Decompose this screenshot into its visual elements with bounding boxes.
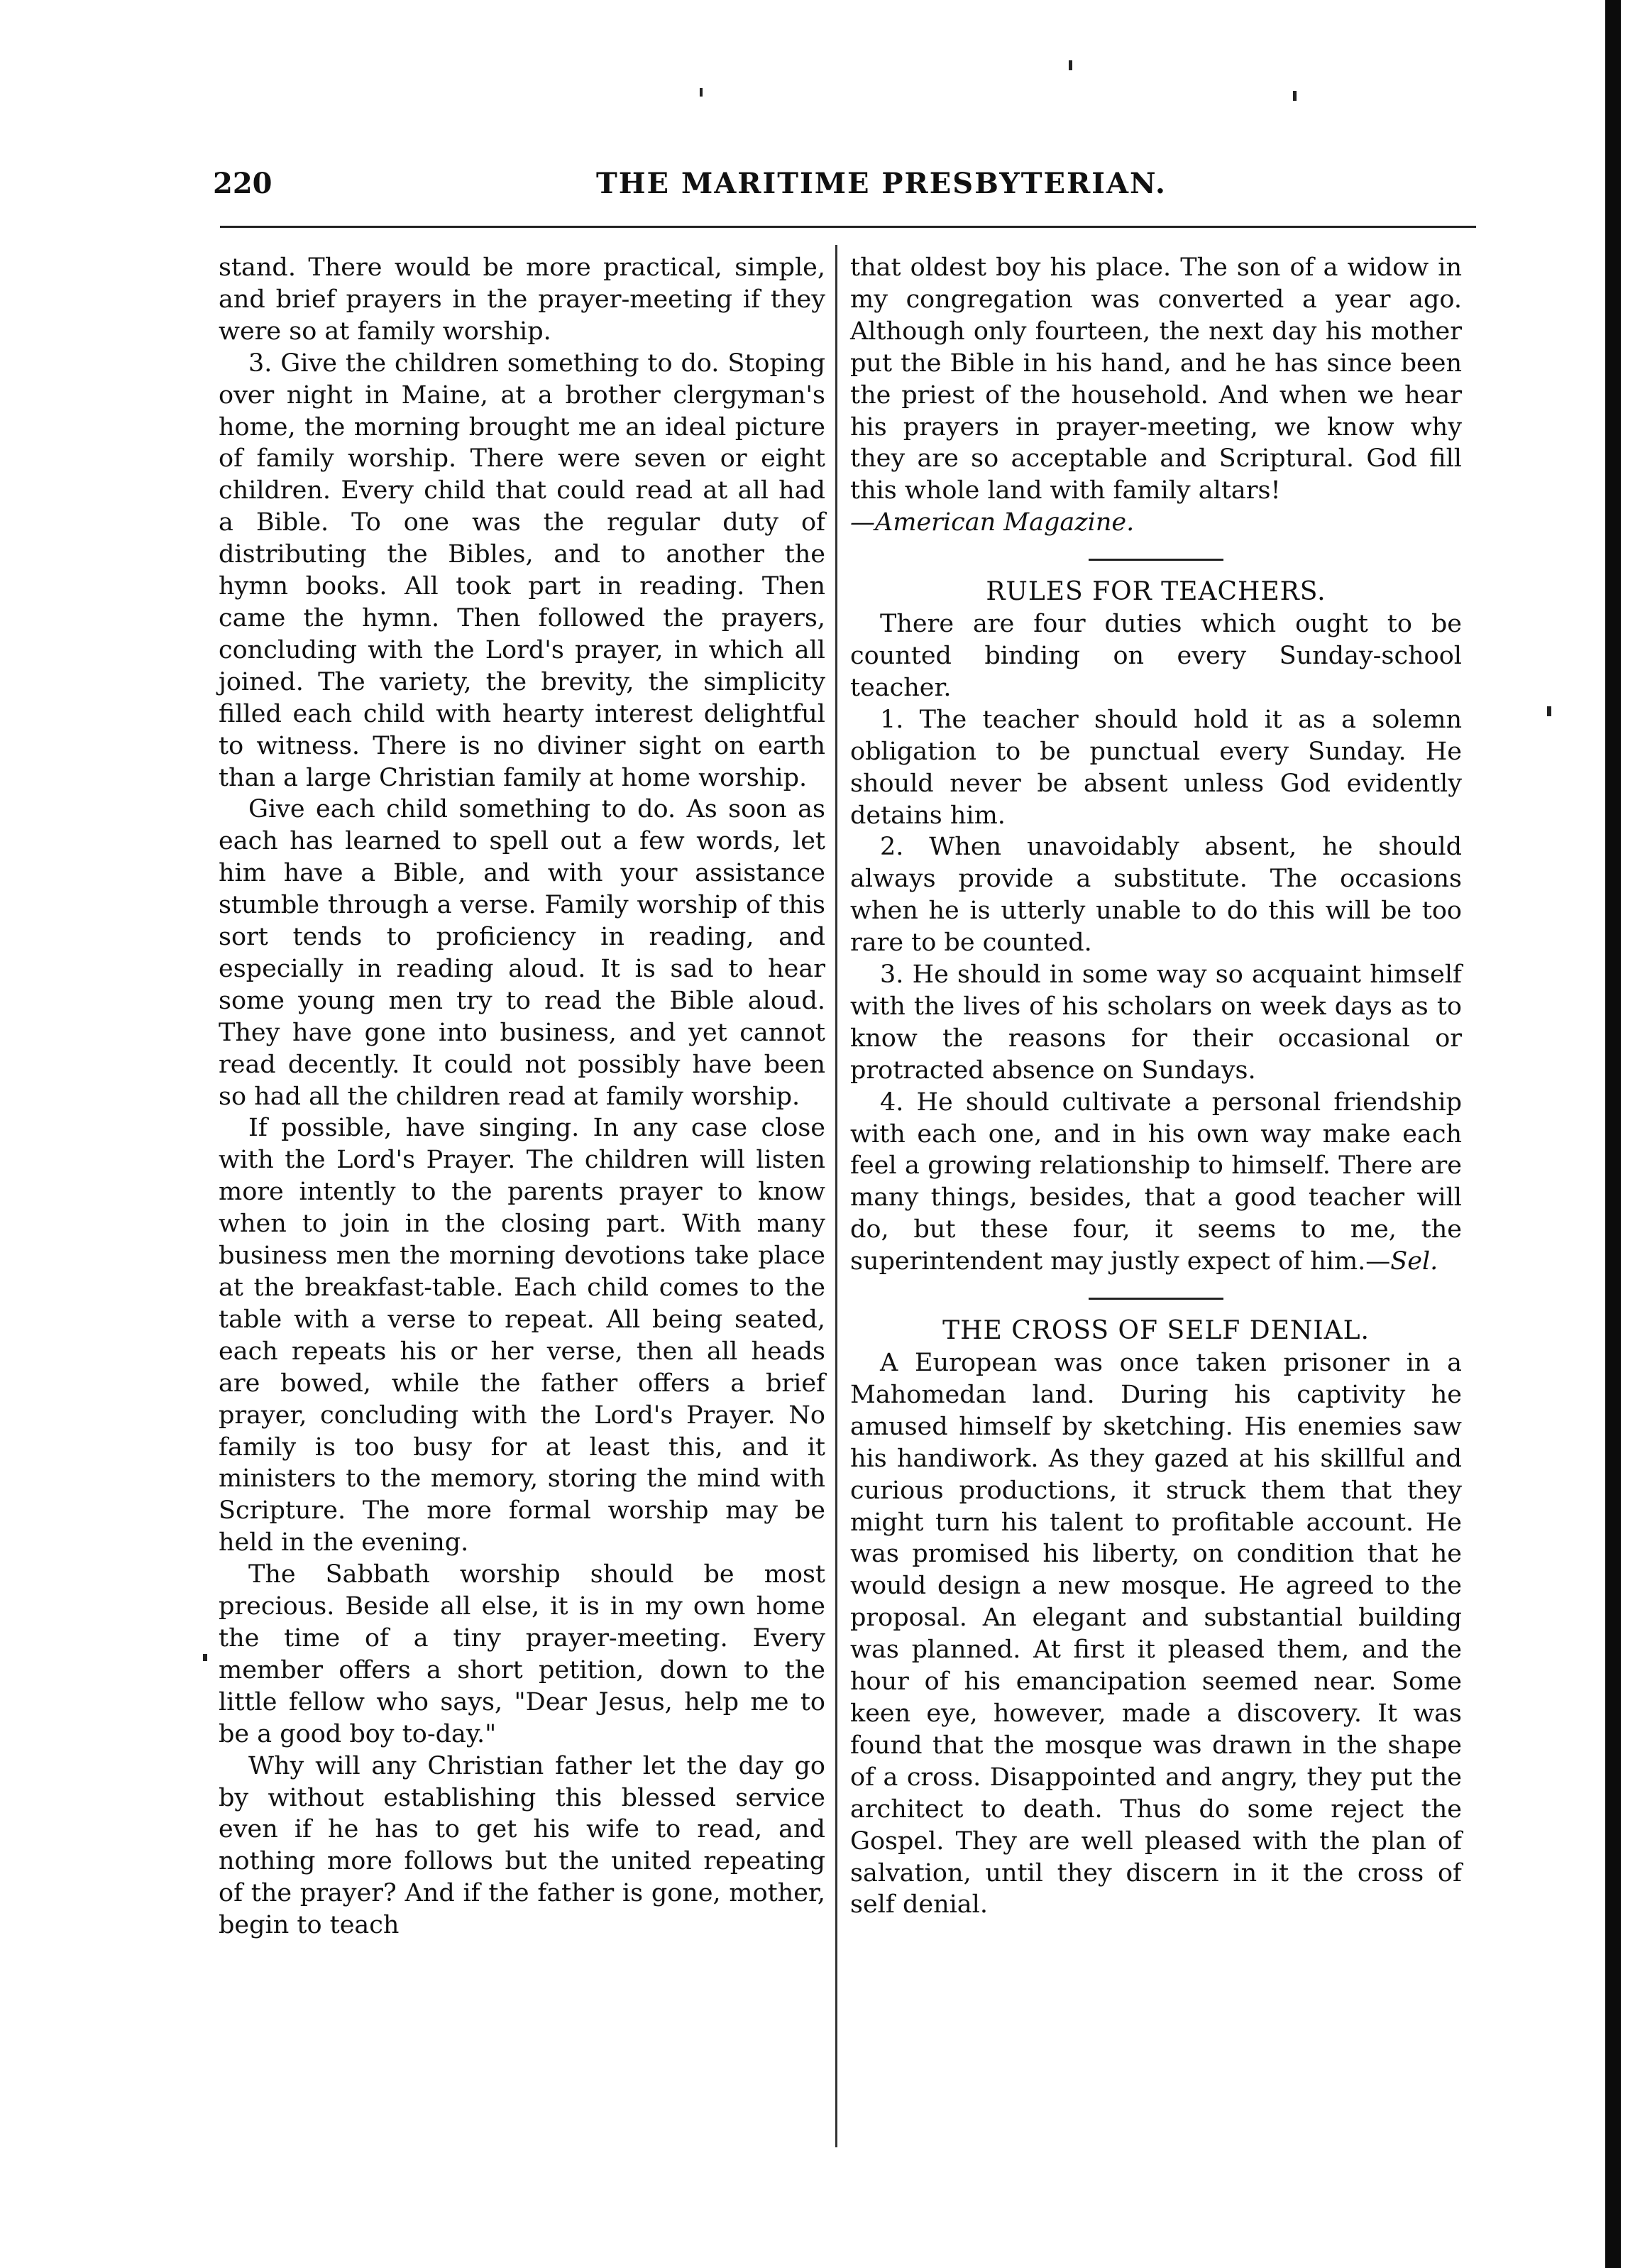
article-paragraph: 3. Give the children something to do. Stoping over night in Maine, at a brother clergyman's home, the morning brought me an ideal picture of family worship. There were seven or eight children. Every child that could read at all had a Bible. To one was the regular duty of distributing the Bibles, and to another the hymn books. All took part in reading. Then came the hymn. Then followed the prayers, concluding with the Lord's prayer, in which all joined. The variety, the brevity, the simplicity filled each child with hearty interest delightful to witness. There is no diviner sight on earth than a large Christian family at home worship. (219, 349, 825, 792)
section-paragraph: There are four duties which ought to be counted binding on every Sunday-school teacher. (850, 610, 1462, 702)
ink-speck (1547, 706, 1551, 716)
source-credit: —American Magazine. (850, 508, 1135, 537)
article-paragraph: The Sabbath worship should be most precious. Beside all else, it is in my own home the time of a tiny prayer-meeting. Every member offers a short petition, down to the little fellow who says, "Dear Jesus, help me to be a good boy to-day." (219, 1560, 825, 1748)
ink-speck (1069, 60, 1072, 70)
section-paragraph: A European was once taken prisoner in a Mahomedan land. During his captivity he amused himself by sketching. His enemies saw his handiwork. As they gazed at his skillful and curious productions, it struck them that they might turn his talent to profitable account. He was promised his liberty, on condition that he would design a new mosque. He agreed to the proposal. An elegant and substantial building was planned. At first it pleased them, and the hour of his emancipation seemed near. Some keen eye, however, made a discovery. It was found that the mosque was drawn in the shape of a cross. Disappointed and angry, they put the architect to death. Thus do some reject the Gospel. They are well pleased with the plan of salvation, until they discern in it the cross of self denial. (850, 1349, 1462, 1919)
source-credit: Sel. (1390, 1247, 1438, 1276)
left-column (219, 252, 825, 1941)
section-paragraph: 1. The teacher should hold it as a solemn obligation to be punctual every Sunday. He should never be absent unless God evidently detains him. (850, 705, 1462, 830)
article-paragraph: Why will any Christian father let the day go by without establishing this blessed service even if he has to get his wife to read, and nothing more follows but the united repeating of the prayer? And if the father is gone, mother, begin to teach (219, 1751, 825, 1940)
rules-for-teachers-section (850, 576, 1462, 1278)
article-paragraph: Give each child something to do. As soon as each has learned to spell out a few words, let him have a Bible, and with your assistance stumble through a verse. Family worship of this sort tends to proficiency in reading, and especially in reading aloud. It is sad to hear some young men try to read the Bible aloud. They have gone into business, and yet cannot read decently. It could not possibly have been so had all the children read at family worship. (219, 795, 825, 1111)
section-paragraph (850, 1087, 1462, 1278)
section-rule (1089, 559, 1223, 561)
cross-of-self-denial-section (850, 1315, 1462, 1921)
continuation-text: that oldest boy his place. The son of a widow in my congregation was converted a year ago. Although only fourteen, the next day his mother put the Bible in his hand, and he has since been the priest of the household. And when we hear his prayers in prayer-meeting, we know why they are so acceptable and Scriptural. God fill this whole land with family altars! (850, 253, 1462, 505)
ink-speck (700, 88, 703, 97)
page-header (213, 160, 1462, 217)
section-heading: RULES FOR TEACHERS. (986, 577, 1326, 607)
right-column (850, 252, 1462, 1921)
section-rule (1089, 1298, 1223, 1300)
ink-speck (203, 1654, 207, 1661)
page-edge-shadow (1605, 0, 1621, 2268)
column-divider (835, 245, 837, 2147)
section-paragraph: 3. He should in some way so acquaint himself with the lives of his scholars on week days as to know the reasons for their occasional or protracted absence on Sundays. (850, 960, 1462, 1085)
ink-speck (1293, 91, 1297, 101)
section-paragraph-text: 4. He should cultivate a personal friendship with each one, and in his own way make each feel a growing relationship to himself. There are many things, besides, that a good teacher will do, but these four, it seems to me, the superintendent may justly expect of him.— (850, 1088, 1462, 1276)
section-heading: THE CROSS OF SELF DENIAL. (942, 1316, 1370, 1346)
page-number: 220 (213, 167, 273, 200)
running-title: THE MARITIME PRESBYTERIAN. (596, 167, 1167, 200)
article-paragraph: stand. There would be more practical, simple, and brief prayers in the prayer-meeting if they were so at family worship. (219, 253, 825, 346)
section-paragraph: 2. When unavoidably absent, he should always provide a substitute. The occasions when he is utterly unable to do this will be too rare to be counted. (850, 833, 1462, 958)
article-continuation (850, 252, 1462, 539)
header-rule (220, 226, 1476, 228)
article-paragraph: If possible, have singing. In any case close with the Lord's Prayer. The children will listen more intently to the parents prayer to know when to join in the closing part. With many business men the morning devotions take place at the breakfast-table. Each child comes to the table with a verse to repeat. All being seated, each repeats his or her verse, then all heads are bowed, while the father offers a brief prayer, concluding with the Lord's Prayer. No family is too busy for at least this, and it ministers to the memory, storing the mind with Scripture. The more formal worship may be held in the evening. (219, 1114, 825, 1557)
